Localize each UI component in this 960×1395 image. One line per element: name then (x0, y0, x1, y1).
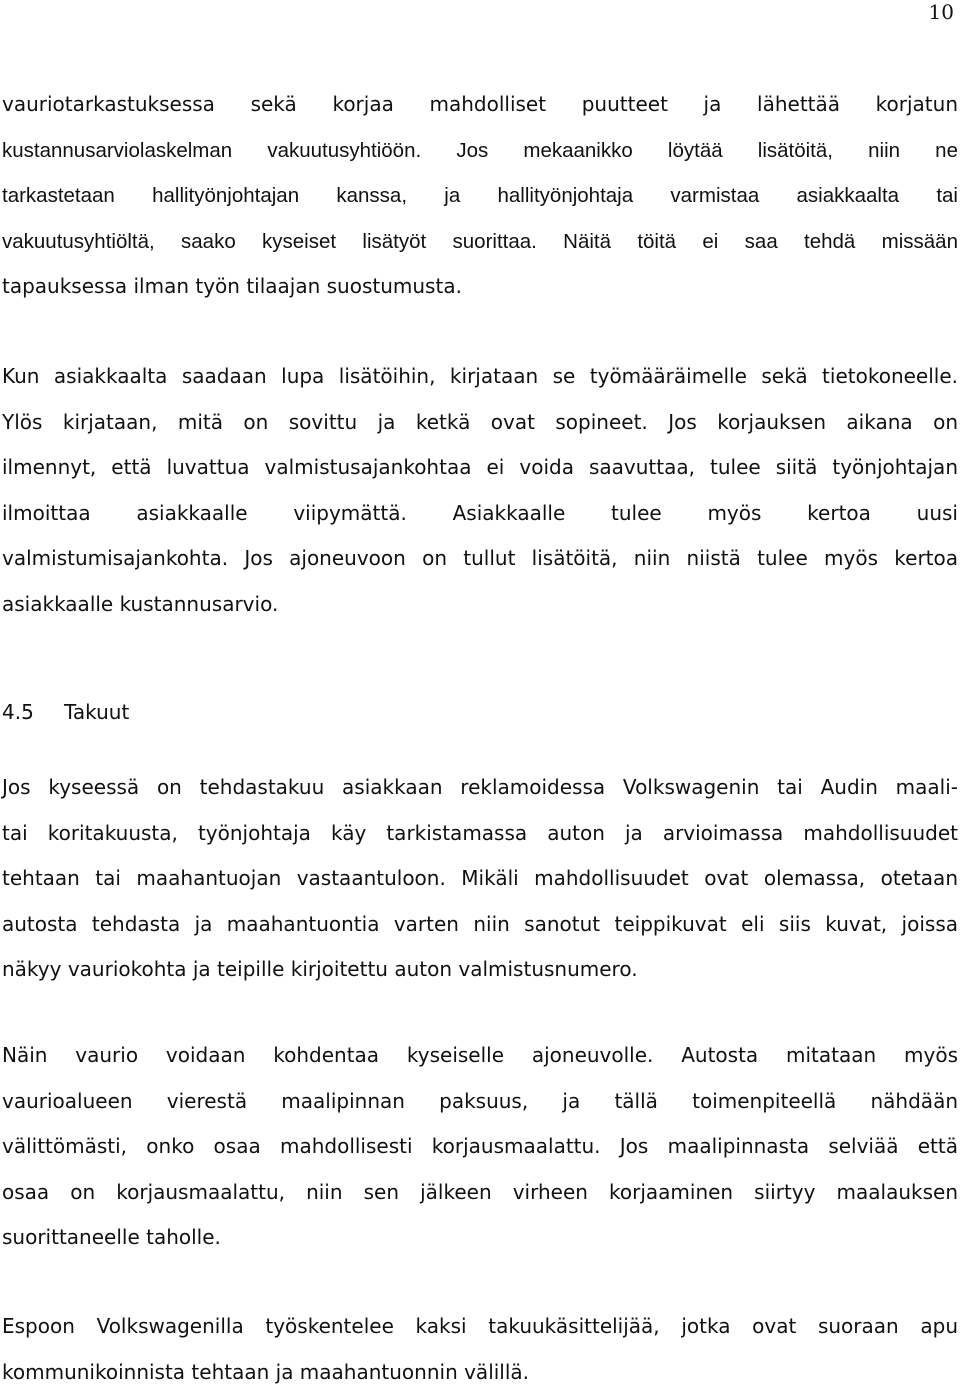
paragraph-damage-targeting (2, 1033, 958, 1261)
text-line: Näin vaurio voidaan kohdentaa kyseiselle ajoneuvolle. Autosta mitataan myös (2, 1033, 958, 1079)
text-line: osaa on korjausmaalattu, niin sen jälkeen virheen korjaaminen siirtyy maalauksen (2, 1170, 958, 1216)
text-line: tehtaan tai maahantuojan vastaantuloon. Mikäli mahdollisuudet ovat olemassa, otetaan (2, 856, 958, 902)
section-heading (2, 690, 129, 735)
text-line: tai koritakuusta, työnjohtaja käy tarkistamassa auton ja arvioimassa mahdollisuudet (2, 811, 958, 857)
text-line: Ylös kirjataan, mitä on sovittu ja ketkä ovat sopineet. Jos korjauksen aikana on (2, 400, 958, 446)
text-line: vakuutusyhtiöltä, saako kyseiset lisätyöt suorittaa. Näitä töitä ei saa tehdä missään (2, 219, 958, 265)
text-line: tapauksessa ilman työn tilaajan suostumusta. (2, 264, 958, 310)
section-number: 4.5 (2, 690, 64, 735)
text-line: Espoon Volkswagenilla työskentelee kaksi takuukäsittelijää, jotka ovat suoraan apu (2, 1304, 958, 1350)
text-line: kustannusarviolaskelman vakuutusyhtiöön. Jos mekaanikko löytää lisätöitä, niin ne (2, 128, 958, 174)
text-line: näkyy vauriokohta ja teipille kirjoitettu auton valmistusnumero. (2, 947, 958, 993)
text-line: vaurioalueen vierestä maalipinnan paksuus, ja tällä toimenpiteellä nähdään (2, 1079, 958, 1125)
page-number: 10 (929, 0, 954, 24)
text-line: ilmennyt, että luvattua valmistusajankohtaa ei voida saavuttaa, tulee siitä työnjohtajan (2, 445, 958, 491)
text-line: Kun asiakkaalta saadaan lupa lisätöihin, kirjataan se työmääräimelle sekä tietokoneelle. (2, 354, 958, 400)
text-line: Jos kyseessä on tehdastakuu asiakkaan reklamoidessa Volkswagenin tai Audin maali- (2, 765, 958, 811)
paragraph-customer-permission (2, 354, 958, 627)
text-line: välittömästi, onko osaa mahdollisesti korjausmaalattu. Jos maalipinnasta selviää että (2, 1124, 958, 1170)
paragraph-warranty-handlers (2, 1304, 958, 1395)
paragraph-factory-warranty (2, 765, 958, 993)
text-line: kommunikoinnista tehtaan ja maahantuonnin välillä. (2, 1350, 958, 1395)
text-line: autosta tehdasta ja maahantuontia varten niin sanotut teippikuvat eli siis kuvat, joissa (2, 902, 958, 948)
text-line: tarkastetaan hallityönjohtajan kanssa, ja hallityönjohtaja varmistaa asiakkaalta tai (2, 173, 958, 219)
text-line: asiakkaalle kustannusarvio. (2, 582, 958, 628)
text-line: vauriotarkastuksessa sekä korjaa mahdolliset puutteet ja lähettää korjatun (2, 82, 958, 128)
text-line: valmistumisajankohta. Jos ajoneuvoon on tullut lisätöitä, niin niistä tulee myös kertoa (2, 536, 958, 582)
paragraph-insurance-additional-work (2, 82, 958, 310)
section-title: Takuut (64, 700, 129, 724)
text-line: ilmoittaa asiakkaalle viipymättä. Asiakkaalle tulee myös kertoa uusi (2, 491, 958, 537)
text-line: suorittaneelle taholle. (2, 1215, 958, 1261)
